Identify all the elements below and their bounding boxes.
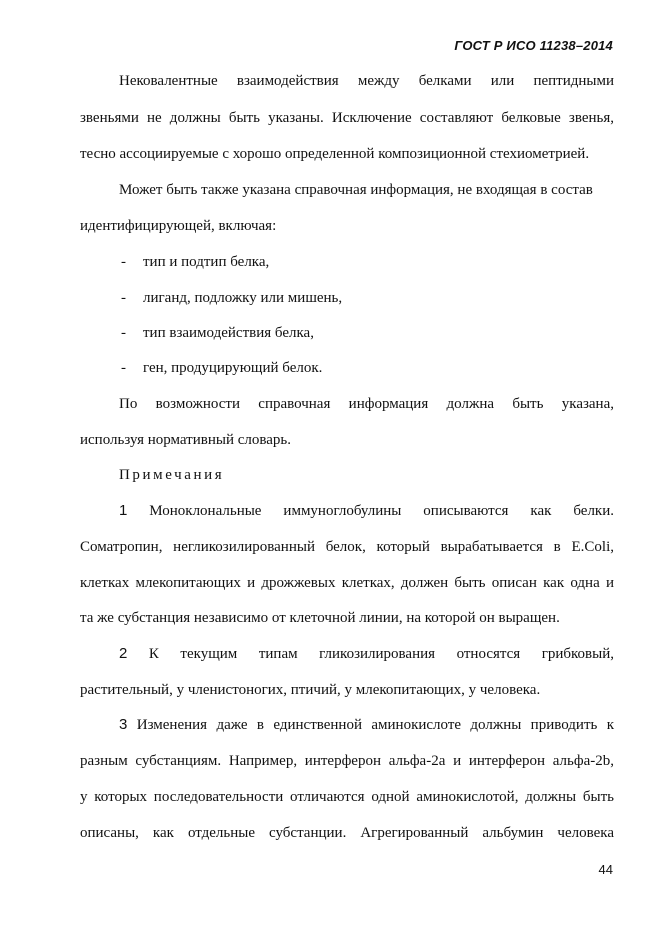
note-number: 3: [119, 716, 128, 733]
paragraph-line: Может быть также указана справочная информация, не входящая в состав: [119, 182, 593, 198]
note-line: разным субстанциям. Например, интерферон альфа-2а и интерферон альфа-2b,: [80, 753, 614, 769]
note-line: [119, 716, 614, 734]
note-line: [119, 502, 614, 520]
paragraph-line: используя нормативный словарь.: [80, 432, 292, 448]
note-line: та же субстанция независимо от клеточной линии, на которой он выращен.: [80, 610, 560, 626]
note-line: у которых последовательности отличаются одной аминокислотой, должны быть: [80, 789, 614, 805]
paragraph-line: идентифицирующей, включая:: [80, 218, 277, 234]
note-number: 2: [119, 645, 128, 662]
list-item-text: тип взаимодействия белка,: [143, 325, 314, 341]
list-dash: -: [121, 254, 126, 270]
list-item: [121, 289, 655, 307]
paragraph-line: По возможности справочная информация должна быть указана,: [119, 396, 614, 412]
note-line: описаны, как отдельные субстанции. Агрегированный альбумин человека: [80, 825, 614, 841]
list-item: [121, 253, 655, 271]
list-dash: -: [121, 360, 126, 376]
note-number: 1: [119, 502, 128, 519]
page-number: 44: [598, 862, 613, 877]
list-dash: -: [121, 325, 126, 341]
note-text: К текущим типам гликозилирования относятся грибковый,: [148, 646, 614, 662]
note-line: [119, 645, 614, 663]
list-dash: -: [121, 290, 126, 306]
note-line: клетках млекопитающих и дрожжевых клетках, должен быть описан как одна и: [80, 575, 614, 591]
list-item-text: лиганд, подложку или мишень,: [143, 290, 343, 306]
paragraph-line: Нековалентные взаимодействия между белками или пептидными: [119, 73, 614, 89]
note-text: Изменения даже в единственной аминокислоте должны приводить к: [136, 717, 615, 733]
note-line: Соматропин, негликозилированный белок, который вырабатывается в E.Coli,: [80, 539, 614, 555]
list-item-text: ген, продуцирующий белок.: [143, 360, 323, 376]
list-item-text: тип и подтип белка,: [143, 254, 270, 270]
note-text: Моноклональные иммуноглобулины описываются как белки.: [149, 503, 614, 519]
paragraph-line: тесно ассоциируемые с хорошо определенной композиционной стехиометрией.: [80, 146, 590, 162]
document-header: ГОСТ Р ИСО 11238–2014: [454, 38, 613, 53]
notes-title: Примечания: [119, 467, 225, 483]
list-item: [121, 359, 655, 377]
list-item: [121, 324, 655, 342]
paragraph-line: звеньями не должны быть указаны. Исключение составляют белковые звенья,: [80, 110, 614, 126]
note-line: растительный, у членистоногих, птичий, у млекопитающих, у человека.: [80, 682, 541, 698]
